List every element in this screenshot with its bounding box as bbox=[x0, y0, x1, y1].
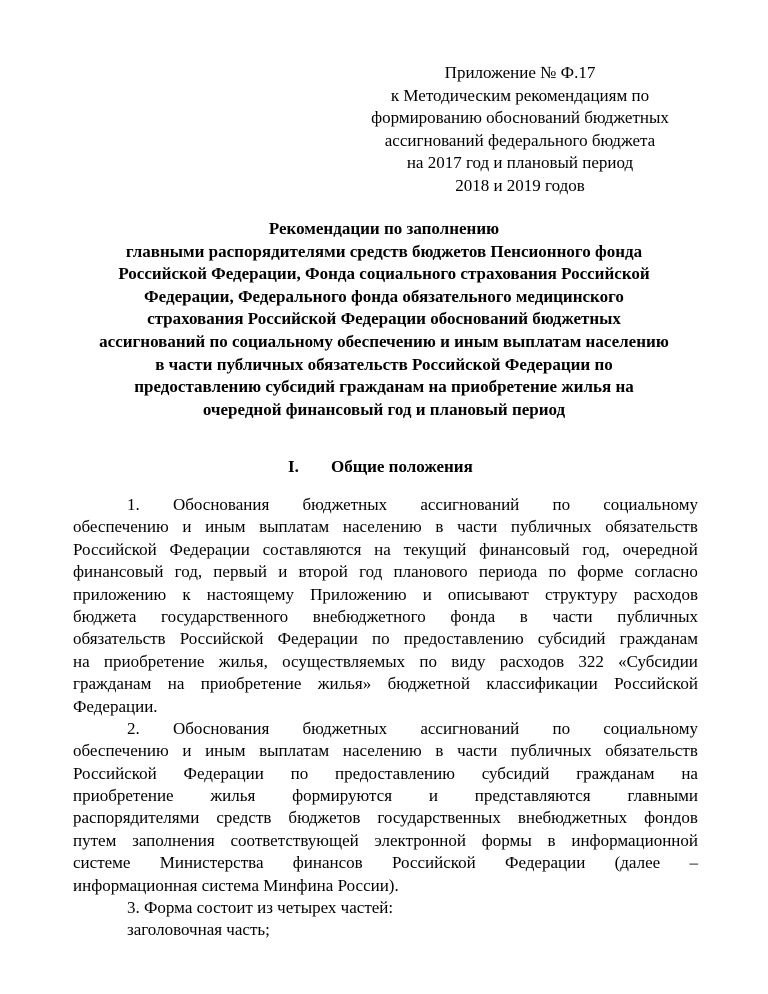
word: обеспечению bbox=[73, 741, 169, 761]
title-line: предоставлению субсидий гражданам на приобретение жилья на bbox=[134, 377, 634, 397]
word: по bbox=[552, 718, 571, 738]
word: 2. bbox=[127, 718, 140, 738]
word: предоставлению bbox=[403, 629, 524, 649]
appendix-line: формированию обоснований бюджетных bbox=[371, 108, 669, 128]
appendix-line: 2018 и 2019 годов bbox=[455, 175, 585, 195]
word: Министерства bbox=[159, 853, 264, 873]
word: и bbox=[428, 786, 438, 806]
word: ассигнований bbox=[420, 718, 520, 738]
word: Российской bbox=[73, 539, 157, 559]
paragraph-line: 3. Форма состоит из четырех частей: bbox=[127, 898, 394, 918]
document-title bbox=[60, 218, 708, 421]
word: первый bbox=[213, 562, 267, 582]
word: бюджетных bbox=[302, 718, 388, 738]
word: и bbox=[422, 584, 432, 604]
word: расходов bbox=[499, 651, 565, 671]
word: настоящему bbox=[206, 584, 295, 604]
word: текущий bbox=[403, 539, 467, 559]
word: жилья, bbox=[218, 651, 268, 671]
word: фондов bbox=[644, 808, 698, 828]
paragraph-line bbox=[73, 807, 698, 829]
word: соответствующей bbox=[230, 830, 359, 850]
word: приложению bbox=[73, 584, 167, 604]
word: Федерации bbox=[277, 629, 358, 649]
word: в bbox=[547, 830, 556, 850]
word: публичных bbox=[510, 741, 592, 761]
title-line: очередной финансовый год и плановый период bbox=[202, 399, 566, 419]
word: Федерации bbox=[169, 539, 250, 559]
word: по bbox=[548, 562, 567, 582]
word: на bbox=[167, 674, 185, 694]
word: по bbox=[552, 495, 571, 514]
word: жилья bbox=[210, 786, 256, 806]
word: публичных bbox=[617, 606, 698, 626]
paragraph-line bbox=[73, 584, 698, 606]
word: классификации bbox=[486, 674, 598, 694]
word: иным bbox=[205, 517, 246, 537]
title-line: страхования Российской Федерации обоснований бюджетных bbox=[147, 309, 621, 329]
word: очередной bbox=[622, 539, 698, 559]
word: средств bbox=[216, 808, 272, 828]
paragraph-line bbox=[73, 516, 698, 538]
word: заполнения bbox=[132, 830, 215, 850]
word: иным bbox=[205, 741, 246, 761]
word: информационной bbox=[571, 830, 698, 850]
word: формы bbox=[481, 830, 532, 850]
word: второй bbox=[298, 562, 348, 582]
word: государственных bbox=[377, 808, 501, 828]
word: составляются bbox=[262, 539, 362, 559]
word: населению bbox=[342, 741, 422, 761]
word: по bbox=[290, 763, 309, 783]
word: системе bbox=[73, 853, 131, 873]
word: по bbox=[372, 629, 390, 649]
paragraph-line bbox=[73, 494, 698, 516]
title-line: в части публичных обязательств Российской Федерации по bbox=[155, 354, 613, 374]
word: публичных bbox=[510, 517, 592, 537]
word: приобретение bbox=[73, 786, 174, 806]
paragraph-line bbox=[73, 673, 698, 695]
word: 322 bbox=[578, 651, 604, 671]
word: на bbox=[73, 651, 90, 671]
word: Российской bbox=[179, 629, 264, 649]
word: структуру bbox=[544, 584, 618, 604]
word: бюджетов bbox=[288, 808, 361, 828]
word: и bbox=[278, 562, 288, 582]
word: внебюджетных bbox=[517, 808, 628, 828]
word: год, bbox=[582, 539, 610, 559]
paragraph-line bbox=[73, 606, 698, 628]
word: в bbox=[435, 517, 444, 537]
word: предоставлению bbox=[334, 763, 455, 783]
word: гражданам bbox=[619, 629, 698, 649]
paragraph-line bbox=[73, 628, 698, 650]
word: «Субсидии bbox=[618, 651, 698, 671]
title-line: главными распорядителями средств бюджетов Пенсионного фонда bbox=[125, 241, 643, 261]
word: на bbox=[374, 539, 391, 559]
word: обязательств bbox=[73, 629, 166, 649]
word: обязательств bbox=[605, 741, 698, 761]
word: формируются bbox=[292, 786, 393, 806]
word: форме bbox=[577, 562, 624, 582]
word: жилья» bbox=[317, 674, 372, 694]
word: обеспечению bbox=[73, 517, 169, 537]
section-number: I. bbox=[288, 457, 299, 476]
section-title: Общие положения bbox=[331, 457, 473, 476]
word: государственного bbox=[161, 606, 289, 626]
word: субсидий bbox=[537, 629, 606, 649]
word: части bbox=[457, 517, 498, 537]
word: бюджета bbox=[73, 606, 137, 626]
paragraph-line bbox=[73, 830, 698, 852]
paragraph-line bbox=[73, 740, 698, 762]
word: электронной bbox=[374, 830, 466, 850]
word: части bbox=[457, 741, 498, 761]
word: в bbox=[519, 606, 528, 626]
word: главными bbox=[627, 786, 698, 806]
word: населению bbox=[342, 517, 422, 537]
appendix-line: ассигнований федерального бюджета bbox=[384, 130, 656, 150]
appendix-line: к Методическим рекомендациям по bbox=[390, 85, 650, 105]
word: согласно bbox=[634, 562, 698, 582]
title-line: Федерации, Федерального фонда обязательного медицинского bbox=[144, 286, 624, 306]
appendix-line: на 2017 год и плановый период bbox=[406, 153, 634, 173]
word: обязательств bbox=[605, 517, 698, 537]
word: Федерации bbox=[505, 853, 586, 873]
word: бюджетных bbox=[302, 495, 388, 514]
paragraph-line: заголовочная часть; bbox=[127, 920, 270, 940]
word: периода bbox=[478, 562, 538, 582]
word: Российской bbox=[73, 763, 157, 783]
word: 1. bbox=[127, 495, 140, 514]
word: Российской bbox=[614, 674, 698, 694]
word: путем bbox=[73, 830, 117, 850]
word: представляются bbox=[474, 786, 591, 806]
word: год, bbox=[174, 562, 203, 582]
word: приобретение bbox=[103, 651, 205, 671]
appendix-header bbox=[350, 62, 690, 198]
paragraph-line bbox=[73, 785, 698, 807]
word: описывают bbox=[447, 584, 529, 604]
word: распорядителями bbox=[73, 808, 200, 828]
word: Приложению bbox=[310, 584, 407, 604]
word: финансовый bbox=[479, 539, 570, 559]
paragraph-line bbox=[73, 539, 698, 561]
word: бюджетной bbox=[387, 674, 470, 694]
word: Федерации bbox=[183, 763, 264, 783]
word: приобретение bbox=[200, 674, 302, 694]
body-text bbox=[73, 494, 698, 942]
word: на bbox=[681, 763, 698, 783]
word: к bbox=[182, 584, 191, 604]
word: в bbox=[435, 741, 444, 761]
title-line: ассигнований по социальному обеспечению и иным выплатам населению bbox=[99, 331, 669, 351]
paragraph-line bbox=[73, 718, 698, 740]
word: по bbox=[419, 651, 438, 671]
word: ассигнований bbox=[420, 495, 520, 514]
word: (далее bbox=[614, 853, 661, 873]
paragraph-line bbox=[73, 763, 698, 785]
title-line: Российской Федерации, Фонда социального страхования Российской bbox=[118, 264, 650, 284]
word: виду bbox=[451, 651, 486, 671]
word: выплатам bbox=[259, 517, 330, 537]
word: выплатам bbox=[259, 741, 330, 761]
word: и bbox=[182, 741, 192, 761]
word: внебюджетного bbox=[312, 606, 426, 626]
word: гражданам bbox=[576, 763, 655, 783]
paragraph-line bbox=[73, 852, 698, 874]
paragraph-line: Федерации. bbox=[73, 696, 158, 716]
word: – bbox=[689, 853, 698, 873]
paragraph-line: информационная система Минфина России). bbox=[73, 875, 399, 895]
word: социальному bbox=[603, 495, 698, 514]
word: и bbox=[182, 517, 192, 537]
word: расходов bbox=[633, 584, 698, 604]
word: осуществляемых bbox=[282, 651, 406, 671]
word: части bbox=[552, 606, 593, 626]
word: гражданам bbox=[73, 674, 152, 694]
word: планового bbox=[393, 562, 468, 582]
word: финансов bbox=[292, 853, 363, 873]
word: год bbox=[359, 562, 383, 582]
word: фонда bbox=[450, 606, 496, 626]
word: субсидий bbox=[481, 763, 550, 783]
word: финансовый bbox=[73, 562, 164, 582]
word: Обоснования bbox=[172, 718, 270, 738]
word: Обоснования bbox=[172, 495, 270, 514]
word: Российской bbox=[391, 853, 476, 873]
paragraph-line bbox=[73, 651, 698, 673]
paragraph-line bbox=[73, 561, 698, 583]
word: социальному bbox=[603, 718, 698, 738]
appendix-line: Приложение № Ф.17 bbox=[444, 63, 596, 82]
title-line: Рекомендации по заполнению bbox=[268, 219, 500, 238]
